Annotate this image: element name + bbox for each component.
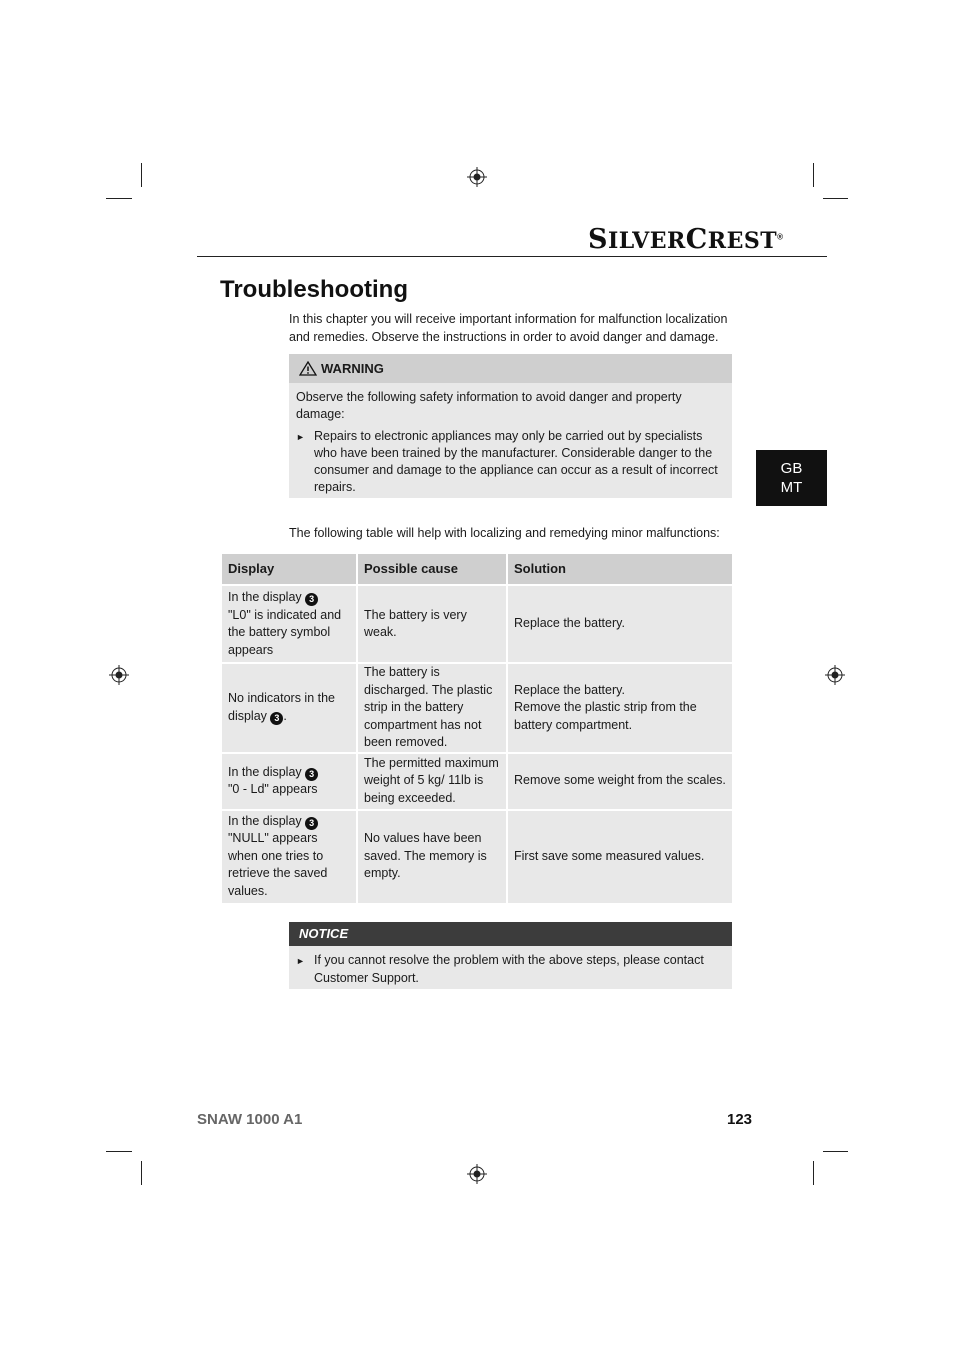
display-marker-icon: 3	[305, 768, 318, 781]
display-cell: No indicators in the display 3 .	[222, 663, 357, 753]
table-row	[222, 810, 732, 904]
table-row	[222, 753, 732, 810]
column-header: Solution	[507, 554, 732, 585]
troubleshooting-table	[222, 554, 732, 905]
header-rule	[197, 256, 827, 257]
warning-triangle-icon	[299, 361, 317, 376]
display-cell: In the display 3 "0 - Ld" appears	[222, 753, 357, 810]
page-number: 123	[727, 1111, 753, 1128]
arrow-bullet-icon: ►	[296, 956, 305, 966]
display-cell: In the display 3 "L0" is indicated and the battery symbol appears	[222, 585, 357, 663]
warning-heading: WARNING	[321, 361, 384, 376]
crop-mark	[106, 198, 132, 199]
cause-cell: The battery is discharged. The plastic strip in the battery compartment has not been removed.	[357, 663, 507, 753]
list-item	[289, 946, 732, 987]
notice-heading: NOTICE	[289, 922, 732, 946]
crop-mark	[141, 163, 142, 187]
warning-box	[289, 354, 732, 498]
arrow-bullet-icon: ►	[296, 432, 305, 442]
footer-model: SNAW 1000 A1	[197, 1111, 303, 1128]
warning-text: Observe the following safety information to avoid danger and property damage:	[296, 390, 682, 421]
language-tab	[756, 450, 827, 506]
table-intro: The following table will help with localizing and remedying minor malfunctions:	[289, 526, 720, 540]
notice-item-text: If you cannot resolve the problem with the above steps, please contact Customer Support.	[314, 953, 704, 985]
display-marker-icon: 3	[270, 712, 283, 725]
crop-mark	[141, 1161, 142, 1185]
registration-mark-icon	[109, 665, 129, 685]
cause-cell: The battery is very weak.	[357, 585, 507, 663]
registration-mark-icon	[825, 665, 845, 685]
cause-cell: The permitted maximum weight of 5 kg/ 11lb is being exceeded.	[357, 753, 507, 810]
cause-cell: No values have been saved. The memory is empty.	[357, 810, 507, 904]
intro-paragraph: In this chapter you will receive important information for malfunction localization and remedies. Observe the instructions in order to avoid danger and damage.	[289, 312, 728, 344]
display-marker-icon: 3	[305, 817, 318, 830]
language-code: MT	[780, 479, 803, 496]
crop-mark	[813, 163, 814, 187]
solution-cell: Replace the battery.	[507, 585, 732, 663]
column-header: Possible cause	[357, 554, 507, 585]
solution-cell: First save some measured values.	[507, 810, 732, 904]
table-header-row	[222, 554, 732, 585]
warning-item-text: Repairs to electronic appliances may only be carried out by specialists who have been trained by the manufacturer. Considerable danger to the consumer and damage to the appliance can occur as a result of incorrect repairs.	[314, 429, 718, 494]
table-row	[222, 663, 732, 753]
crop-mark	[823, 198, 848, 199]
solution-cell: Replace the battery. Remove the plastic strip from the battery compartment.	[507, 663, 732, 753]
registration-mark-icon	[467, 1164, 487, 1184]
language-code: GB	[780, 460, 803, 477]
list-item	[296, 428, 724, 496]
column-header: Display	[222, 554, 357, 585]
notice-box	[289, 922, 732, 989]
crop-mark	[823, 1151, 848, 1152]
table-row	[222, 585, 732, 663]
solution-cell: Remove some weight from the scales.	[507, 753, 732, 810]
warning-header	[289, 354, 732, 383]
display-marker-icon: 3	[305, 593, 318, 606]
display-cell: In the display 3 "NULL" appears when one tries to retrieve the saved values.	[222, 810, 357, 904]
registration-mark-icon	[467, 167, 487, 187]
page-title: Troubleshooting	[220, 276, 408, 303]
crop-mark	[813, 1161, 814, 1185]
brand-logo: SILVERCREST®	[588, 224, 784, 255]
crop-mark	[106, 1151, 132, 1152]
